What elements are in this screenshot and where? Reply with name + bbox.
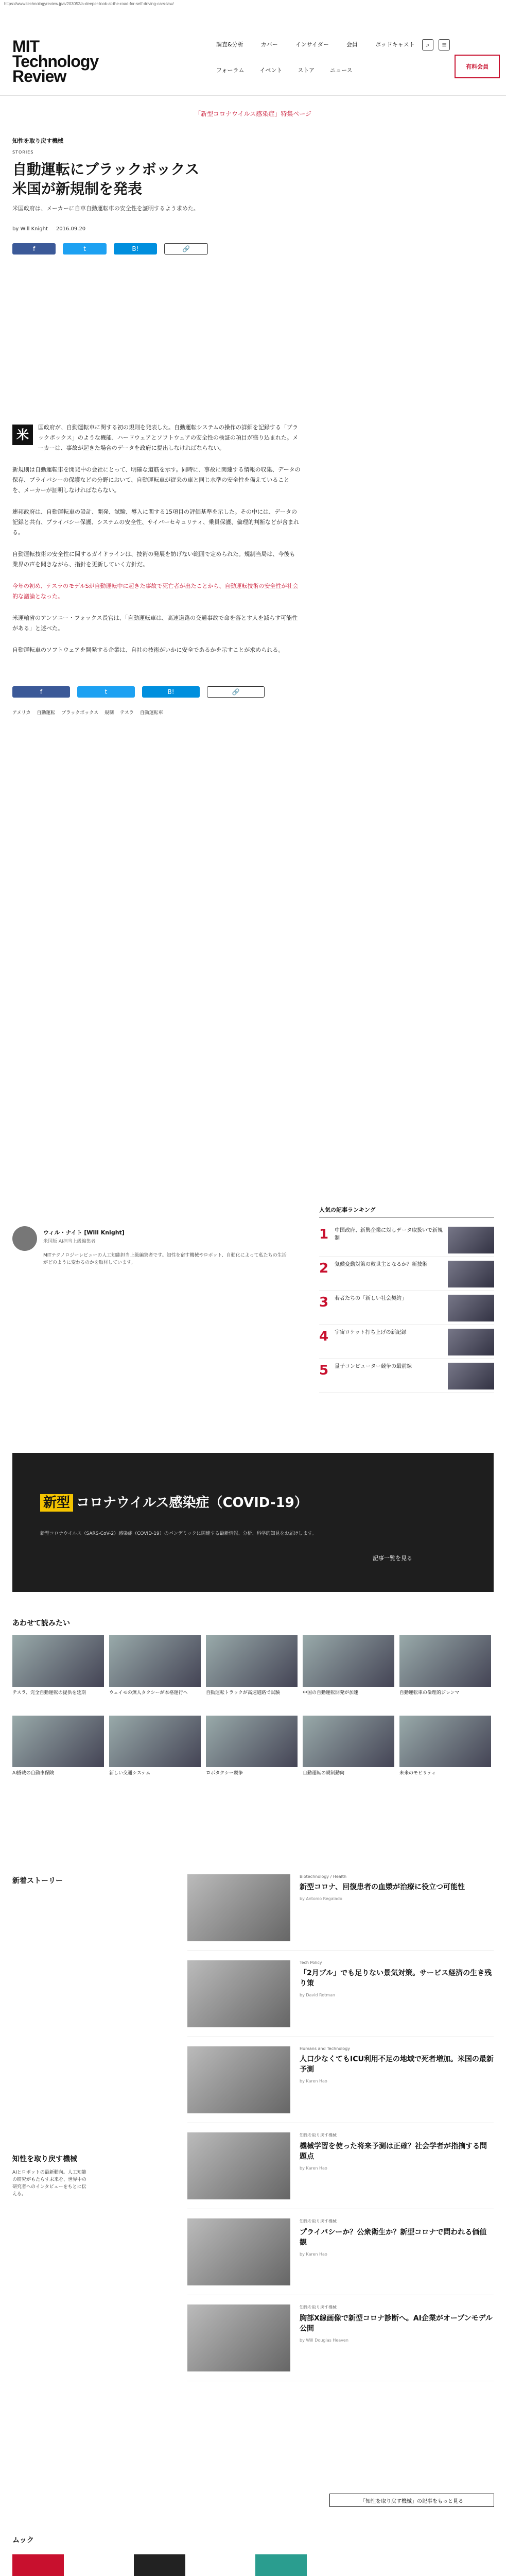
ranking-item[interactable]: 1 中国政府、新興企業に対しデータ取扱いで新規制 [319, 1223, 494, 1257]
url-bar: https://www.technologyreview.jp/s/203052/a-deeper-look-at-the-road-for-self-driving-cars-law/ [4, 2, 174, 6]
story-item[interactable]: Humans and Technology 人口少なくてもICU利用不足の地域で死者増加。米国の最新予測 by Karen Hao [187, 2037, 494, 2123]
covid-desc: 新型コロナウイルス（SARS-CoV-2）感染症（COVID-19）のパンデミックに関連する最新情報、分析、科学的知見をお届けします。 [40, 1531, 317, 1536]
section2-desc: AIとロボットの最新動向。人工知能の研究がもたらす未来を、世界中の研究者へのインタビューをもとに伝える。 [12, 2170, 87, 2197]
tag[interactable]: ブラックボックス [61, 710, 99, 716]
subscribe-button[interactable]: 有料会員 [455, 55, 500, 78]
copy-link-button[interactable]: 🔗 [164, 243, 208, 255]
nav-item[interactable]: ニュース [330, 67, 353, 74]
tag[interactable]: テスラ [120, 710, 134, 716]
nav-item[interactable]: ポッドキャスト [375, 41, 415, 48]
news-title: 新着ストーリー [12, 1877, 63, 1885]
twitter-share-button[interactable]: t [63, 243, 106, 255]
related-section [12, 1618, 494, 1791]
mook-title: ムック [12, 2536, 34, 2545]
related-card[interactable]: テスラ、完全自動運転の提供を延期 [12, 1635, 104, 1710]
story-item[interactable]: Tech Policy 「2月ブル」でも足りない景気対策。サービス経済の生き残り策 by David Rotman [187, 1951, 494, 2037]
dropcap: 米 [12, 425, 33, 445]
top-nav [216, 40, 415, 48]
nav-item[interactable]: ストア [298, 67, 315, 74]
author[interactable]: by Will Knight [12, 226, 48, 232]
paragraph: 新規則は自動運転車を開発中の会社にとって、明確な道筋を示す。同時に、事故に関連する情報の収集、データの保存、プライバシーの保護などの分野において、自動運転車が従来の車と同じ水準の安全性を備えていることを、メーカーが証明しなければならない。 [12, 466, 301, 494]
nav-item[interactable]: カバー [260, 41, 278, 48]
section-label[interactable]: 知性を取り戻す機械 [12, 138, 63, 144]
category: STORIES [12, 150, 34, 155]
covid-banner-link[interactable]: 「新型コロナウイルス感染症」特集ページ [194, 110, 312, 117]
paragraph: 連邦政府は、自動運転車の設計、開発、試験、導入に関する15項目の評価基準を示した。その中には、データの記録と共有、プライバシー保護、システムの安全性、サイバーセキュリティ、乗員保護、倫理的判断などが含まれる。 [12, 509, 300, 536]
story-item[interactable]: Biotechnology / Health 新型コロナ、回復患者の血漿が治療に役立つ可能性 by Antonio Regalado [187, 1865, 494, 1951]
nav-item[interactable]: 調査&分析 [216, 41, 243, 48]
tag-list [12, 708, 187, 718]
ranking-item[interactable]: 2 気候変動対策の救世主となるか？新技術 [319, 1257, 494, 1291]
nav-item[interactable]: フォーラム [216, 67, 245, 74]
share-buttons [12, 243, 208, 255]
mook-section [12, 2535, 494, 2576]
ranking-sidebar [319, 1206, 494, 1393]
copy-link-button[interactable]: 🔗 [207, 686, 265, 698]
tag[interactable]: 自動運転車 [139, 710, 163, 716]
ranking-item[interactable]: 4 宇宙ロケット打ち上げの新記録 [319, 1325, 494, 1359]
share-buttons-bottom [12, 686, 301, 698]
mook-item[interactable] [255, 2554, 363, 2576]
story-item[interactable]: 知性を取り戻す機械 胸部X線画像で新型コロナ診断へ。AI企業がオープンモデル公開 by Will Douglas Heaven [187, 2295, 494, 2381]
mook-row [12, 2554, 494, 2576]
section2-title[interactable]: 知性を取り戻す機械 [12, 2155, 77, 2163]
covid-title: 新型 コロナウイルス感染症（COVID-19） [40, 1492, 308, 1511]
related-card[interactable]: 中国の自動運転開発が加速 [303, 1635, 394, 1710]
paragraph: 今年の初め、テスラのモデルSが自動運転中に起きた事故で死亡者が出たことから、自動運転技術の安全性が社会的な議論となった。 [12, 583, 299, 600]
tag[interactable]: アメリカ [12, 710, 31, 716]
ranking-title: 人気の記事ランキング [319, 1206, 494, 1217]
tag[interactable]: 規制 [104, 710, 114, 716]
article-lead: 米国政府は、メーカーに自車自動運転車の安全性を証明するよう求めた。 [12, 205, 199, 212]
related-card[interactable]: 新しい交通システム [109, 1716, 201, 1791]
site-header [0, 8, 506, 96]
covid-feature[interactable] [12, 1453, 494, 1592]
search-icon[interactable]: ⌕ [422, 39, 433, 50]
author-name[interactable]: ウィル・ナイト [Will Knight] [43, 1229, 125, 1236]
paragraph: 自動運転車のソフトウェアを開発する企業は、自社の技術がいかに安全であるかを示すことが求められる。 [12, 647, 284, 653]
nav-item[interactable]: イベント [259, 67, 283, 74]
facebook-share-button[interactable]: f [12, 243, 56, 255]
story-item[interactable]: 知性を取り戻す機械 プライバシーか？公衆衛生か？新型コロナで問われる価値観 by Karen Hao [187, 2209, 494, 2295]
facebook-share-button[interactable]: f [12, 686, 70, 698]
ranking-item[interactable]: 3 若者たちの「新しい社会契約」 [319, 1291, 494, 1325]
sub-nav [216, 66, 352, 74]
related-grid [12, 1635, 494, 1791]
tag[interactable]: 自動運転 [37, 710, 56, 716]
related-card[interactable]: 自動運転トラックが高速道路で試験 [206, 1635, 298, 1710]
hatena-share-button[interactable]: B! [142, 686, 200, 698]
mook-item[interactable] [12, 2554, 120, 2576]
author-bio: MITテクノロジーレビューの人工知能担当上級編集者です。知性を宿す機械やロボット、自動化によって私たちの生活がどのように変わるのかを取材しています。 [43, 1253, 287, 1265]
related-card[interactable]: 未来のモビリティ [399, 1716, 491, 1791]
article-title: 自動運転にブラックボックス 米国が新規制を発表 [12, 161, 200, 197]
related-card[interactable]: 自動運転車の倫理的ジレンマ [399, 1635, 491, 1710]
hatena-share-button[interactable]: B! [114, 243, 157, 255]
story-item[interactable]: 知性を取り戻す機械 機械学習を使った将来予測は正確？社会学者が指摘する問題点 by Karen Hao [187, 2123, 494, 2209]
nav-item[interactable]: 会員 [346, 41, 358, 48]
avatar [12, 1226, 37, 1251]
byline [12, 226, 208, 232]
author-role: 米国版 AI担当上級編集者 [43, 1239, 96, 1244]
twitter-share-button[interactable]: t [77, 686, 135, 698]
news-section [12, 1865, 494, 2381]
article-header [12, 137, 208, 255]
ranking-item[interactable]: 5 量子コンピューター競争の最前線 [319, 1359, 494, 1393]
article-body [12, 422, 301, 718]
mook-item[interactable] [134, 2554, 242, 2576]
menu-icon[interactable]: ≡ [439, 39, 450, 50]
site-logo[interactable]: MIT Technology Review [12, 37, 99, 86]
related-card[interactable]: ロボタクシー競争 [206, 1716, 298, 1791]
date: 2016.09.20 [56, 226, 86, 232]
related-card[interactable]: ウェイモの無人タクシーが本格運行へ [109, 1635, 201, 1710]
related-card[interactable]: 自動運転の規制動向 [303, 1716, 394, 1791]
header-icons [422, 39, 450, 50]
paragraph: 米運輸省のアンソニー・フォックス長官は、「自動運転車は、高速道路の交通事故で命を落とす人を減らす可能性がある」と述べた。 [12, 615, 298, 632]
related-title: あわせて読みたい [12, 1619, 70, 1628]
nav-item[interactable]: インサイダー [295, 41, 329, 48]
covid-more-link[interactable]: 記事一覧を見る [373, 1555, 412, 1562]
more-section-button[interactable]: 「知性を取り戻す機械」の記事をもっと見る [329, 2494, 494, 2507]
related-card[interactable]: AI搭載の自動車保険 [12, 1716, 104, 1791]
paragraph: 米 国政府が、自動運転車に関する初の規則を発表した。自動運転システムの操作の詳細を記録する「ブラックボックス」のような機能、ハードウェアとソフトウェアの安全性の検証の項目が盛り込まれた。メーカーは、事故が起きた場合のデータを政府に提出しなければならない。 [12, 422, 301, 453]
paragraph: 自動運転技術の安全性に関するガイドラインは、技術の発展を妨げない範囲で定められた。規制当局は、今後も業界の声を聞きながら、指針を更新していく方針だ。 [12, 551, 295, 568]
